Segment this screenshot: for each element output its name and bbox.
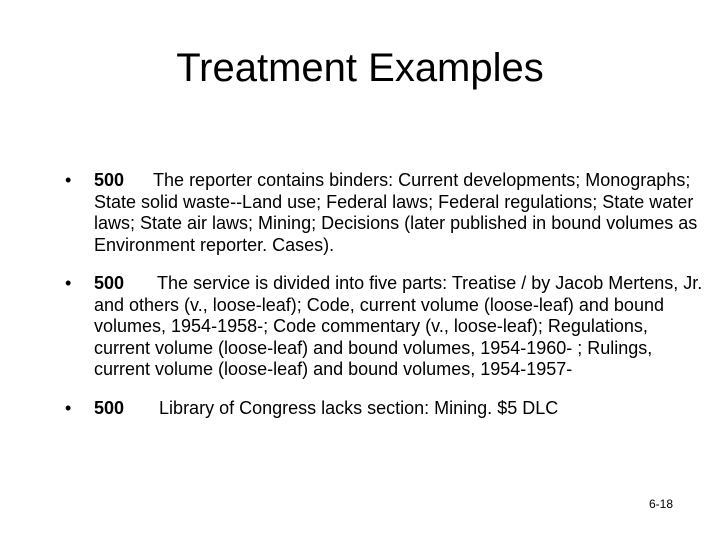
bullet-list: [65, 170, 705, 419]
note-text: The service is divided into five parts: Treatise / by Jacob Mertens, Jr. and others (v., loose-leaf); Code, current volume (loose-leaf) and bound volumes, 1954-1958-; Code commentary (v., loose-leaf); Regulations, current volume (loose-leaf) and bound volumes, 1954-1960- ; Rulings, current volume (loose-leaf) and bound volumes, 1954-1957-: [94, 273, 703, 379]
list-item: [65, 398, 705, 420]
field-tag: 500: [94, 170, 125, 190]
bullet-marker: •: [65, 273, 72, 293]
page-number: 6-18: [649, 497, 674, 511]
list-item: [65, 273, 705, 381]
field-tag: 500: [94, 273, 125, 293]
bullet-marker: •: [65, 170, 72, 190]
slide-title: Treatment Examples: [176, 46, 544, 90]
bullet-marker: •: [65, 397, 72, 418]
note-text: Library of Congress lacks section: Mining. $5 DLC: [159, 397, 559, 418]
note-text: The reporter contains binders: Current developments; Monographs; State solid waste--Land use; Federal laws; Federal regulations; State water laws; State air laws; Mining; Decisions (later published in bound volumes as Environment reporter. Cases).: [94, 170, 698, 255]
list-item: [65, 170, 705, 256]
field-tag: 500: [94, 397, 125, 418]
